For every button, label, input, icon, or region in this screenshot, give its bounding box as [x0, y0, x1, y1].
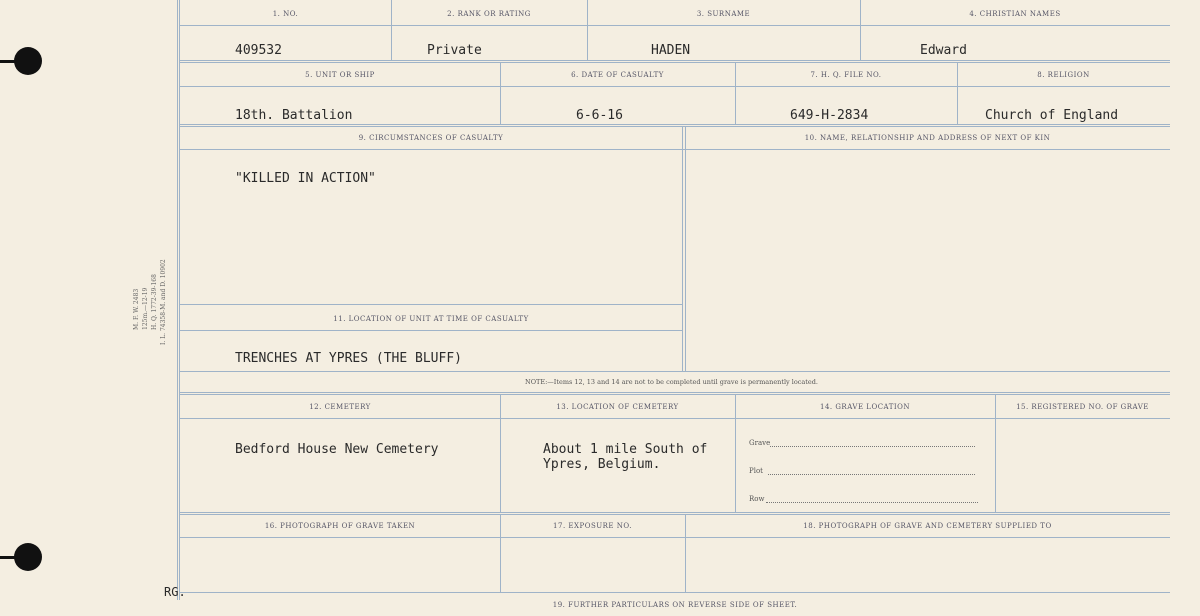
value-rank: Private [427, 43, 482, 58]
value-location-cemetery-line2: Ypres, Belgium. [543, 457, 661, 472]
rg-mark: RG. [164, 585, 186, 599]
row4-header-rule [180, 418, 1170, 419]
header-exposure: 17. EXPOSURE NO. [553, 522, 632, 530]
grave-label: Grave [749, 439, 771, 447]
value-cemetery: Bedford House New Cemetery [235, 442, 439, 457]
header-grave-location: 14. GRAVE LOCATION [819, 403, 911, 411]
divider [587, 0, 588, 60]
side-print-4: I. L. 74358-M. and D. 10902 [160, 259, 167, 345]
side-print-1: M. F. W. 2483 [133, 288, 140, 330]
row1-header-rule [180, 25, 1170, 26]
note-bottom-rule-2 [180, 394, 1170, 395]
header-hq-file: 7. H. Q. FILE NO. [810, 71, 882, 79]
location-unit-header-rule [180, 330, 682, 331]
header-photo-supplied: 18. PHOTOGRAPH OF GRAVE AND CEMETERY SUPPLIED TO [803, 522, 1052, 530]
form-left-border-2 [179, 0, 180, 600]
value-date: 6-6-16 [576, 108, 623, 123]
divider [682, 126, 683, 371]
divider [995, 394, 996, 512]
value-unit: 18th. Battalion [235, 108, 353, 123]
row2-bottom-rule [180, 124, 1170, 125]
header-christian-names: 4. CHRISTIAN NAMES [969, 10, 1061, 18]
plot-dotted-line [768, 474, 975, 475]
grave-dotted-line [770, 446, 975, 447]
row-label: Row [749, 495, 765, 503]
divider [391, 0, 392, 60]
header-cemetery: 12. CEMETERY [309, 403, 371, 411]
row1-bottom-rule [180, 60, 1170, 61]
row5-header-rule [180, 537, 1170, 538]
value-circumstances: "KILLED IN ACTION" [235, 171, 376, 186]
divider [500, 394, 501, 512]
row4-bottom-rule-2 [180, 514, 1170, 515]
value-location-cemetery-line1: About 1 mile South of [543, 442, 708, 457]
side-print-2: 125m.—12-19 [142, 287, 149, 330]
header-location-cemetery: 13. LOCATION OF CEMETERY [556, 403, 679, 411]
row5-bottom-rule [180, 592, 1170, 593]
header-unit: 5. UNIT OR SHIP [305, 71, 375, 79]
row3-bottom-rule [180, 371, 1170, 372]
row3-header-rule [180, 149, 1170, 150]
value-hq-file: 649-H-2834 [790, 108, 869, 123]
row2-header-rule [180, 86, 1170, 87]
header-photograph: 16. PHOTOGRAPH OF GRAVE TAKEN [264, 522, 416, 530]
value-location-unit: TRENCHES AT YPRES (THE BLUFF) [235, 351, 462, 366]
row4-bottom-rule [180, 512, 1170, 513]
row2-bottom-rule-2 [180, 126, 1170, 127]
header-location-unit: 11. LOCATION OF UNIT AT TIME OF CASUALTY [333, 315, 529, 323]
header-further: 19. FURTHER PARTICULARS ON REVERSE SIDE OF SHEET. [552, 601, 798, 609]
punch-peg-top [0, 60, 30, 63]
header-circumstances: 9. CIRCUMSTANCES OF CASUALTY [358, 134, 504, 142]
note-text: NOTE:—Items 12, 13 and 14 are not to be completed until grave is permanently located. [525, 378, 818, 386]
header-no: 1. NO. [272, 10, 299, 18]
header-surname: 3. SURNAME [696, 10, 751, 18]
header-religion: 8. RELIGION [1037, 71, 1090, 79]
value-christian-names: Edward [920, 43, 967, 58]
value-surname: HADEN [651, 43, 691, 58]
divider [860, 0, 861, 60]
divider [735, 394, 736, 512]
side-print-3: H. Q. 1772-39-168 [151, 274, 158, 330]
divider [685, 126, 686, 371]
row-dotted-line [766, 502, 978, 503]
row1-bottom-rule-2 [180, 62, 1170, 63]
plot-label: Plot [749, 467, 763, 475]
value-religion: Church of England [985, 108, 1119, 123]
form-left-border [177, 0, 178, 600]
header-registered-no: 15. REGISTERED NO. OF GRAVE [1016, 403, 1149, 411]
value-no: 409532 [235, 43, 282, 58]
punch-peg-bottom [0, 556, 30, 559]
header-next-of-kin: 10. NAME, RELATIONSHIP AND ADDRESS OF NEXT OF KIN [804, 134, 1051, 142]
header-date: 6. DATE OF CASUALTY [571, 71, 664, 79]
circumstances-bottom-rule [180, 304, 682, 305]
header-rank: 2. RANK OR RATING [447, 10, 531, 18]
note-bottom-rule [180, 392, 1170, 393]
